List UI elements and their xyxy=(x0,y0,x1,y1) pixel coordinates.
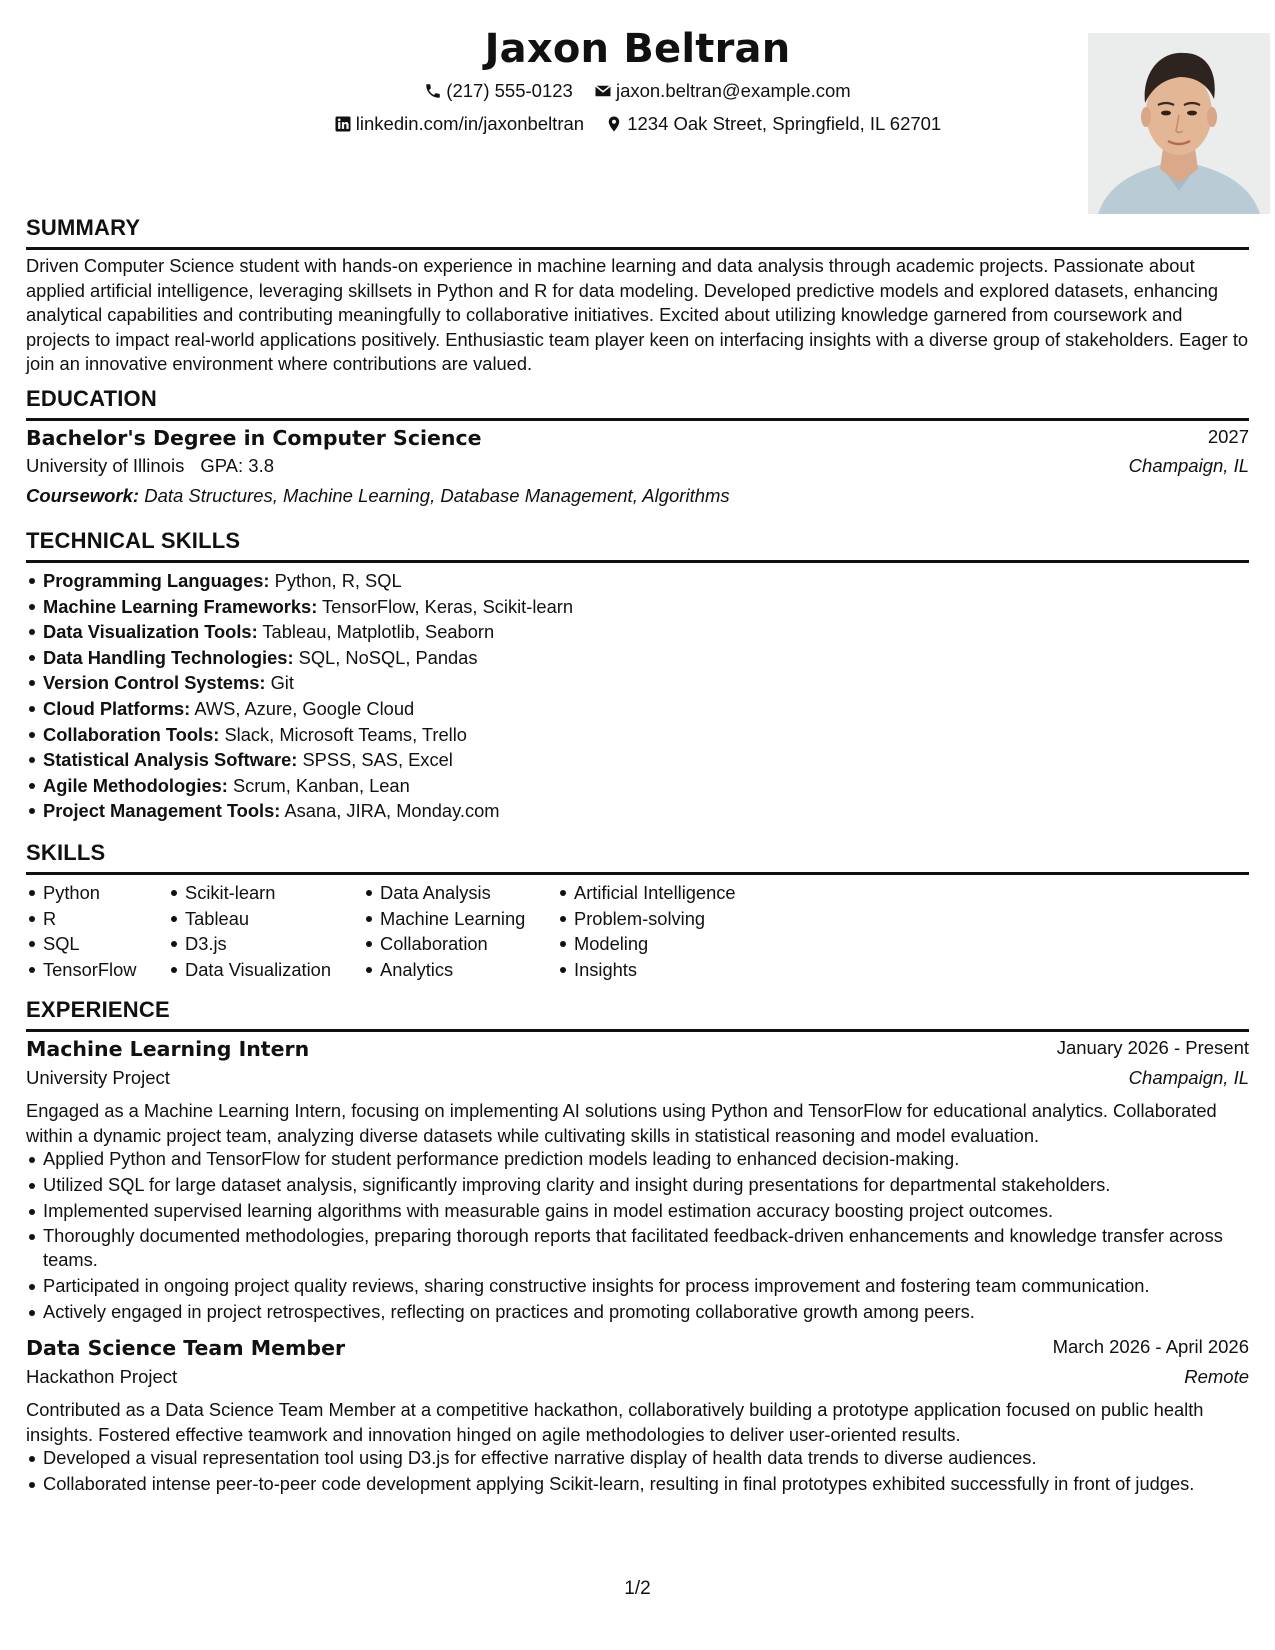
job-1-org: University Project xyxy=(26,1067,170,1088)
contact-row-1 xyxy=(26,80,1249,105)
job-1-title-row xyxy=(26,1037,1249,1065)
list-item: Problem-solving xyxy=(574,906,814,932)
summary-text: Driven Computer Science student with hands-on experience in machine learning and data analysis through academic projects. Passionate about applied artificial intelligence, leveraging skillsets in Python and R for data modeling. Developed predictive models and explored datasets, enhancing analytical capabilities and contributing meaningfully to collaborative initiatives. Excited about utilizing knowledge garnered from coursework and projects to impact real-world applications positively. Enthusiastic team player keen on interfacing insights with a diverse group of stakeholders. Eager to join an innovative environment where contributions are valued. xyxy=(26,255,1249,374)
phone-icon xyxy=(424,82,442,100)
coursework-row xyxy=(26,485,1249,513)
contact-linkedin[interactable] xyxy=(334,113,584,135)
map-pin-icon xyxy=(605,115,623,133)
portrait-illustration xyxy=(1088,33,1270,214)
list-item: Applied Python and TensorFlow for student performance prediction models leading to enhanced decision-making. xyxy=(43,1147,1266,1171)
list-item: Data Handling Technologies: SQL, NoSQL, Pandas xyxy=(43,645,1266,671)
list-item: Participated in ongoing project quality reviews, sharing constructive insights for process improvement and fostering team communication. xyxy=(43,1274,1266,1298)
list-item: Project Management Tools: Asana, JIRA, Monday.com xyxy=(43,798,1266,824)
list-item: Machine Learning xyxy=(380,906,570,932)
list-item: D3.js xyxy=(185,931,375,957)
contact-email[interactable] xyxy=(594,80,851,102)
list-item: Artificial Intelligence xyxy=(574,880,814,906)
gpa: GPA: 3.8 xyxy=(200,455,275,476)
skills-heading: SKILLS xyxy=(26,840,1249,875)
candidate-name: Jaxon Beltran xyxy=(484,26,791,72)
job-1-dates: January 2026 - Present xyxy=(1056,1037,1249,1058)
job-1-org-row xyxy=(26,1067,1249,1095)
job-1-summary: Engaged as a Machine Learning Intern, focusing on implementing AI solutions using Python and TensorFlow for educational analytics. Collaborated within a dynamic project team, analyzing diverse datasets while cultivating skills in statistical reasoning and model evaluation. xyxy=(26,1100,1217,1146)
job-2-summary: Contributed as a Data Science Team Member at a competitive hackathon, collaboratively building a prototype application focused on public health insights. Fostered effective teamwork and innovation hinged on agile methodologies to deliver user-oriented results. xyxy=(26,1399,1204,1445)
list-item: Programming Languages: Python, R, SQL xyxy=(43,568,1266,594)
job-1-role: Machine Learning Intern xyxy=(26,1037,310,1061)
coursework-line xyxy=(26,485,730,507)
education-heading: EDUCATION xyxy=(26,386,1249,421)
education-school-row xyxy=(26,455,1249,483)
job-1-location: Champaign, IL xyxy=(1128,1067,1249,1088)
list-item: Agile Methodologies: Scrum, Kanban, Lean xyxy=(43,773,1266,799)
contact-phone xyxy=(424,80,573,102)
school-name: University of Illinois xyxy=(26,455,185,476)
job-2-dates: March 2026 - April 2026 xyxy=(1052,1336,1249,1357)
list-item: Data Analysis xyxy=(380,880,570,906)
list-item: Insights xyxy=(574,957,814,983)
profile-photo xyxy=(1088,33,1270,214)
job-2-location: Remote xyxy=(1184,1366,1249,1387)
email-text[interactable]: jaxon.beltran@example.com xyxy=(615,80,851,101)
list-item: Actively engaged in project retrospectives, reflecting on practices and promoting collaborative growth among peers. xyxy=(43,1300,1266,1324)
list-item: Analytics xyxy=(380,957,570,983)
list-item: Scikit-learn xyxy=(185,880,375,906)
school-location: Champaign, IL xyxy=(1128,455,1249,476)
job-2-title-row xyxy=(26,1336,1249,1364)
list-item: Tableau xyxy=(185,906,375,932)
list-item: Thoroughly documented methodologies, preparing thorough reports that facilitated feedback-driven enhancements and knowledge transfer across teams. xyxy=(43,1224,1266,1272)
resume-header xyxy=(26,22,1249,222)
list-item: TensorFlow xyxy=(43,957,183,983)
job-2-role: Data Science Team Member xyxy=(26,1336,346,1360)
coursework-label: Coursework: xyxy=(26,485,140,506)
envelope-icon xyxy=(594,82,612,100)
skills-column-1 xyxy=(26,880,183,982)
address-text: 1234 Oak Street, Springfield, IL 62701 xyxy=(627,113,942,134)
list-item: Collaborated intense peer-to-peer code development applying Scikit-learn, resulting in final prototypes exhibited successfully in front of judges. xyxy=(43,1472,1266,1496)
list-item: Developed a visual representation tool using D3.js for effective narrative display of health data trends to diverse audiences. xyxy=(43,1446,1266,1470)
linkedin-text[interactable]: linkedin.com/in/jaxonbeltran xyxy=(355,113,585,134)
experience-heading: EXPERIENCE xyxy=(26,997,1249,1032)
coursework-list: Data Structures, Machine Learning, Database Management, Algorithms xyxy=(144,485,730,506)
list-item: Modeling xyxy=(574,931,814,957)
skills-grid xyxy=(26,880,1249,990)
list-item: Machine Learning Frameworks: TensorFlow, Keras, Scikit-learn xyxy=(43,594,1266,620)
list-item: SQL xyxy=(43,931,183,957)
contact-row-2 xyxy=(26,113,1249,138)
job-1-bullets xyxy=(26,1147,1266,1326)
contact-address xyxy=(605,113,941,135)
list-item: Implemented supervised learning algorithms with measurable gains in model estimation accuracy boosting project outcomes. xyxy=(43,1199,1266,1223)
job-2-org: Hackathon Project xyxy=(26,1366,178,1387)
list-item: Cloud Platforms: AWS, Azure, Google Cloud xyxy=(43,696,1266,722)
job-2-org-row xyxy=(26,1366,1249,1394)
technical-skills-list xyxy=(26,568,1266,824)
list-item: Python xyxy=(43,880,183,906)
skills-column-2 xyxy=(168,880,375,982)
phone-text: (217) 555-0123 xyxy=(446,80,573,101)
degree-title: Bachelor's Degree in Computer Science xyxy=(26,426,482,450)
list-item: Data Visualization Tools: Tableau, Matplotlib, Seaborn xyxy=(43,619,1266,645)
skills-column-3 xyxy=(363,880,570,982)
summary-heading: SUMMARY xyxy=(26,215,1249,250)
technical-skills-heading: TECHNICAL SKILLS xyxy=(26,528,1249,563)
skills-column-4 xyxy=(557,880,814,982)
list-item: Collaboration Tools: Slack, Microsoft Teams, Trello xyxy=(43,722,1266,748)
list-item: Utilized SQL for large dataset analysis, significantly improving clarity and insight during presentations for departmental stakeholders. xyxy=(43,1173,1266,1197)
page-number: 1/2 xyxy=(624,1578,651,1599)
education-degree-row xyxy=(26,426,1249,454)
graduation-year: 2027 xyxy=(1207,426,1249,447)
list-item: Collaboration xyxy=(380,931,570,957)
job-2-bullets xyxy=(26,1446,1266,1498)
list-item: Statistical Analysis Software: SPSS, SAS, Excel xyxy=(43,747,1266,773)
linkedin-icon xyxy=(334,115,352,133)
list-item: Data Visualization xyxy=(185,957,375,983)
list-item: R xyxy=(43,906,183,932)
list-item: Version Control Systems: Git xyxy=(43,670,1266,696)
school-line xyxy=(26,455,274,477)
resume-page xyxy=(26,0,1249,1650)
